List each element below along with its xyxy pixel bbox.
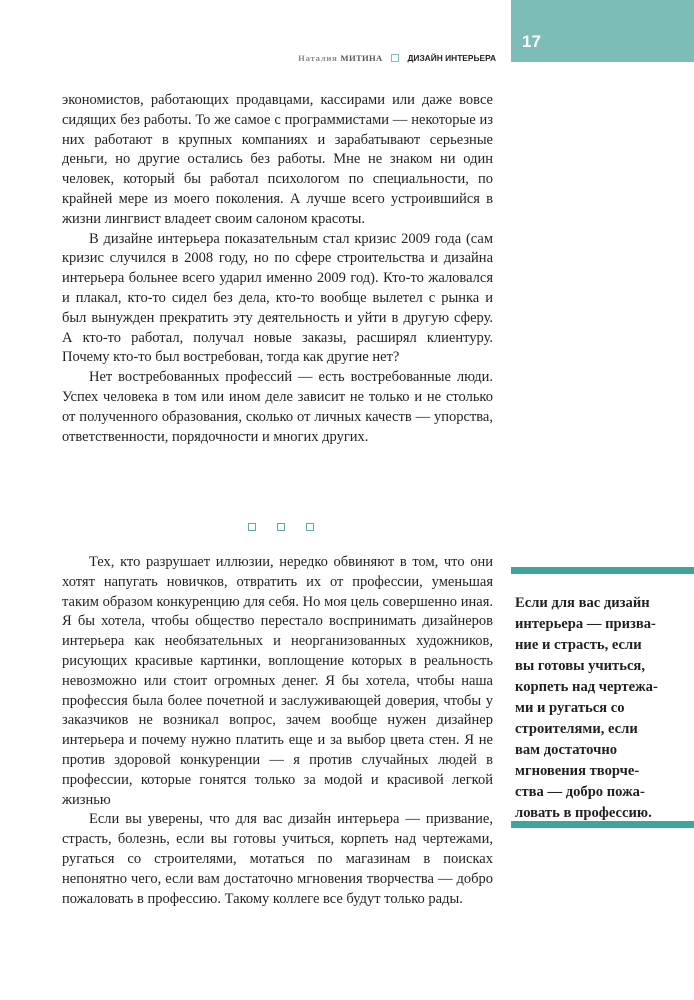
sidenote-line: вам достаточно: [515, 742, 618, 758]
book-title: ДИЗАЙН ИНТЕРЬЕРА: [407, 53, 496, 63]
paragraph: экономистов, работающих продавцами, кассирами или даже вовсе сидящих без работы. То же самое с программистами — некоторые из них работают в крупных компаниях и зарабатывают серьезные деньги, но другие остались без работы. Мне не знаком ни один человек, который бы работал психологом по специальности, по крайней мере из моего поколения. А лучше всего устроившийся в жизни лингвист владеет своим салоном красоты.: [62, 92, 493, 227]
body-text-bottom: [62, 553, 493, 909]
sidenote-line: строителями, если: [515, 721, 638, 737]
sidenote-line: ства — добро пожа-: [515, 784, 645, 800]
sidenote-line: ми и ругаться со: [515, 700, 625, 716]
sidenote-line: ние и страсть, если: [515, 637, 642, 653]
paragraph: Тех, кто разрушает иллюзии, нередко обвиняют в том, что они хотят напугать новичков, отвратить их от профессии, уменьшая таким образом конкуренцию для себя. Но моя цель совершенно иная. Я бы хотела, чтобы общество перестало воспринимать дизайнеров интерьера как необязательных и неорганизованных художников, рисующих красивые картинки, воплощение которых в реальность невозможно или стоит огромных денег. Я бы хотела, чтобы наша профессия была более почетной и заслуживающей доверия, чтобы у заказчиков не возникал вопрос, зачем вообще нужен дизайнер интерьера и почему нужно платить еще и за выбор цвета стен. Я не против здоровой конкуренции — я против случайных людей в профессии, которые гонятся только за модой и красивой легкой жизнью: [62, 554, 493, 808]
sidenote-line: корпеть над чертежа-: [515, 679, 658, 695]
square-ornament-icon: [306, 523, 314, 531]
paragraph: В дизайне интерьера показательным стал кризис 2009 года (сам кризис случился в 2008 году, но по сфере строительства и дизайна интерьера больнее всего ударил именно 2009 год). Кто-то жаловался и плакал, кто-то сидел без дела, кто-то вообще вылетел с рынка и был вынужден прекратить эту деятельность и уйти в другую сферу. А кто-то работал, получал новые заказы, расширял клиентуру. Почему кто-то был востребован, тогда как другие нет?: [62, 230, 493, 366]
sidenote-line: Если для вас дизайн: [515, 595, 650, 611]
square-ornament-icon: [248, 523, 256, 531]
body-text-top: [62, 91, 493, 447]
section-divider: [248, 523, 314, 531]
square-ornament-icon: [391, 54, 399, 62]
sidenote-line: мгновения творче-: [515, 763, 640, 779]
sidenote-bottom-rule: [511, 821, 694, 828]
running-head: [220, 52, 496, 64]
author-name: Наталия МИТИНА: [298, 53, 383, 63]
sidenote-quote: [515, 593, 675, 824]
paragraph: Если вы уверены, что для вас дизайн интерьера — призвание, страсть, болезнь, если вы готовы учиться, корпеть над чертежами, ругаться со строителями, мотаться по магазинам в поисках непонятно чего, если вам достаточно мгновения творчества — добро пожаловать в профессию. Такому коллеге все будут только рады.: [62, 811, 493, 907]
square-ornament-icon: [277, 523, 285, 531]
sidenote-line: ловать в профессию.: [515, 805, 652, 821]
page-number: 17: [522, 32, 541, 51]
sidenote-top-rule: [511, 567, 694, 574]
sidenote-line: вы готовы учиться,: [515, 658, 645, 674]
page-number-tab: [511, 0, 694, 62]
paragraph: Нет востребованных профессий — есть востребованные люди. Успех человека в том или ином деле зависит не только и не столько от полученного образования, сколько от личных качеств — упорства, ответственности, порядочности и многих других.: [62, 369, 493, 445]
sidenote-line: интерьера — призва-: [515, 616, 656, 632]
